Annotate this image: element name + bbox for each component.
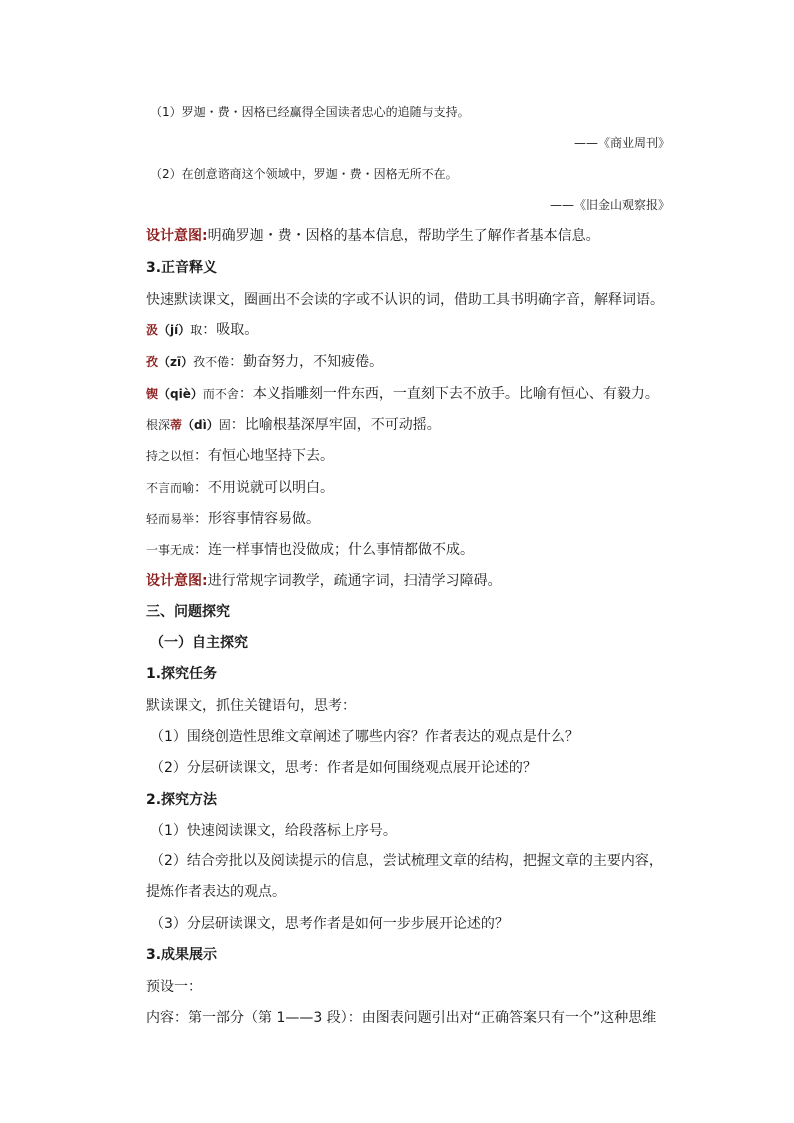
term-pre: 持之以恒: [146, 449, 195, 463]
term-definition: ：有恒心地坚持下去。: [194, 448, 335, 464]
term-pinyin: （jí）: [158, 323, 191, 337]
quote-1-source: ——《商业周刊》: [573, 136, 670, 150]
quote-2: （2）在创意谘商这个领域中，罗迦・费・因格无所不在。: [150, 167, 458, 181]
design-intent-text: 明确罗迦・费・因格的基本信息，帮助学生了解作者基本信息。: [207, 228, 600, 244]
section-3-title: 3.正音释义: [146, 260, 218, 276]
method-item-3: （3）分层研读课文，思考作者是如何一步步展开论述的？: [150, 916, 509, 932]
term-definition: ：本义指雕刻一件东西，一直刻下去不放手。比喻有恒心、有毅力。: [238, 386, 659, 402]
task-item-1: （1）围绕创造性思维文章阐述了哪些内容？作者表达的观点是什么？: [150, 729, 579, 745]
term-2: [146, 384, 674, 404]
section-3-intro: 快速默读课文，圈画出不会读的字或不认识的词，借助工具书明确字音，解释词语。: [146, 292, 664, 308]
quote-1: （1）罗迦・费・因格已经赢得全国读者忠心的追随与支持。: [150, 105, 470, 119]
term-1: [146, 352, 674, 372]
term-post: 取: [190, 323, 203, 337]
term-pinyin: （zī）: [158, 355, 194, 369]
term-pre: 根深: [146, 418, 171, 432]
term-definition: ：比喻根基深厚牢固，不可动摇。: [230, 417, 441, 433]
term-5: [146, 478, 674, 498]
term-pre: 一事无成: [146, 543, 195, 557]
task-title: 1.探究任务: [146, 666, 218, 682]
design-intent-2: [146, 571, 674, 591]
term-7: [146, 540, 674, 560]
preset-label: 预设一：: [146, 979, 202, 995]
term-post: 孜不倦: [193, 355, 230, 369]
term-definition: ：不用说就可以明白。: [194, 480, 335, 496]
term-definition: ：形容事情容易做。: [194, 511, 321, 527]
term-pre: 轻而易举: [146, 512, 195, 526]
result-title: 3.成果展示: [146, 947, 218, 963]
term-definition: ：连一样事情也没做成；什么事情都做不成。: [194, 542, 475, 558]
term-definition: ：勤奋努力，不知疲倦。: [229, 354, 384, 370]
design-intent-1: [146, 226, 674, 246]
method-item-1: （1）快速阅读课文，给段落标上序号。: [150, 823, 397, 839]
term-highlight: 孜: [146, 355, 159, 369]
term-6: [146, 509, 674, 529]
method-item-2: （2）结合旁批以及阅读提示的信息，尝试梳理文章的结构，把握文章的主要内容，提炼作者表达的观点。: [146, 853, 663, 900]
term-post: 而不舍: [202, 387, 239, 401]
task-item-2: （2）分层研读课文，思考：作者是如何围绕观点展开论述的？: [150, 760, 537, 776]
design-intent-text: 进行常规字词教学，疏通字词，扫清学习障碍。: [207, 573, 502, 589]
content-line: 内容：第一部分（第 1——3 段）：由图表问题引出对“正确答案只有一个”这种思维: [146, 1010, 657, 1026]
term-pinyin: （qiè）: [158, 387, 203, 401]
quote-2-source: ——《旧金山观察报》: [549, 198, 670, 212]
task-intro: 默读课文，抓住关键语句，思考：: [146, 698, 356, 714]
term-highlight: 汲: [146, 323, 159, 337]
term-highlight: 蒂: [170, 418, 183, 432]
term-definition: ：吸取。: [202, 322, 259, 338]
subsection-1-title: （一）自主探究: [150, 635, 248, 651]
term-3: [146, 415, 674, 435]
design-intent-label: 设计意图:: [146, 228, 208, 244]
term-pre: 不言而喻: [146, 481, 195, 495]
term-post: 固: [218, 418, 231, 432]
term-0: [146, 320, 674, 340]
method-title: 2.探究方法: [146, 792, 218, 808]
term-pinyin: （dì）: [182, 418, 219, 432]
part-3-title: 三、问题探究: [146, 604, 230, 620]
term-highlight: 锲: [146, 387, 159, 401]
term-4: [146, 446, 674, 466]
design-intent-label: 设计意图:: [146, 573, 208, 589]
